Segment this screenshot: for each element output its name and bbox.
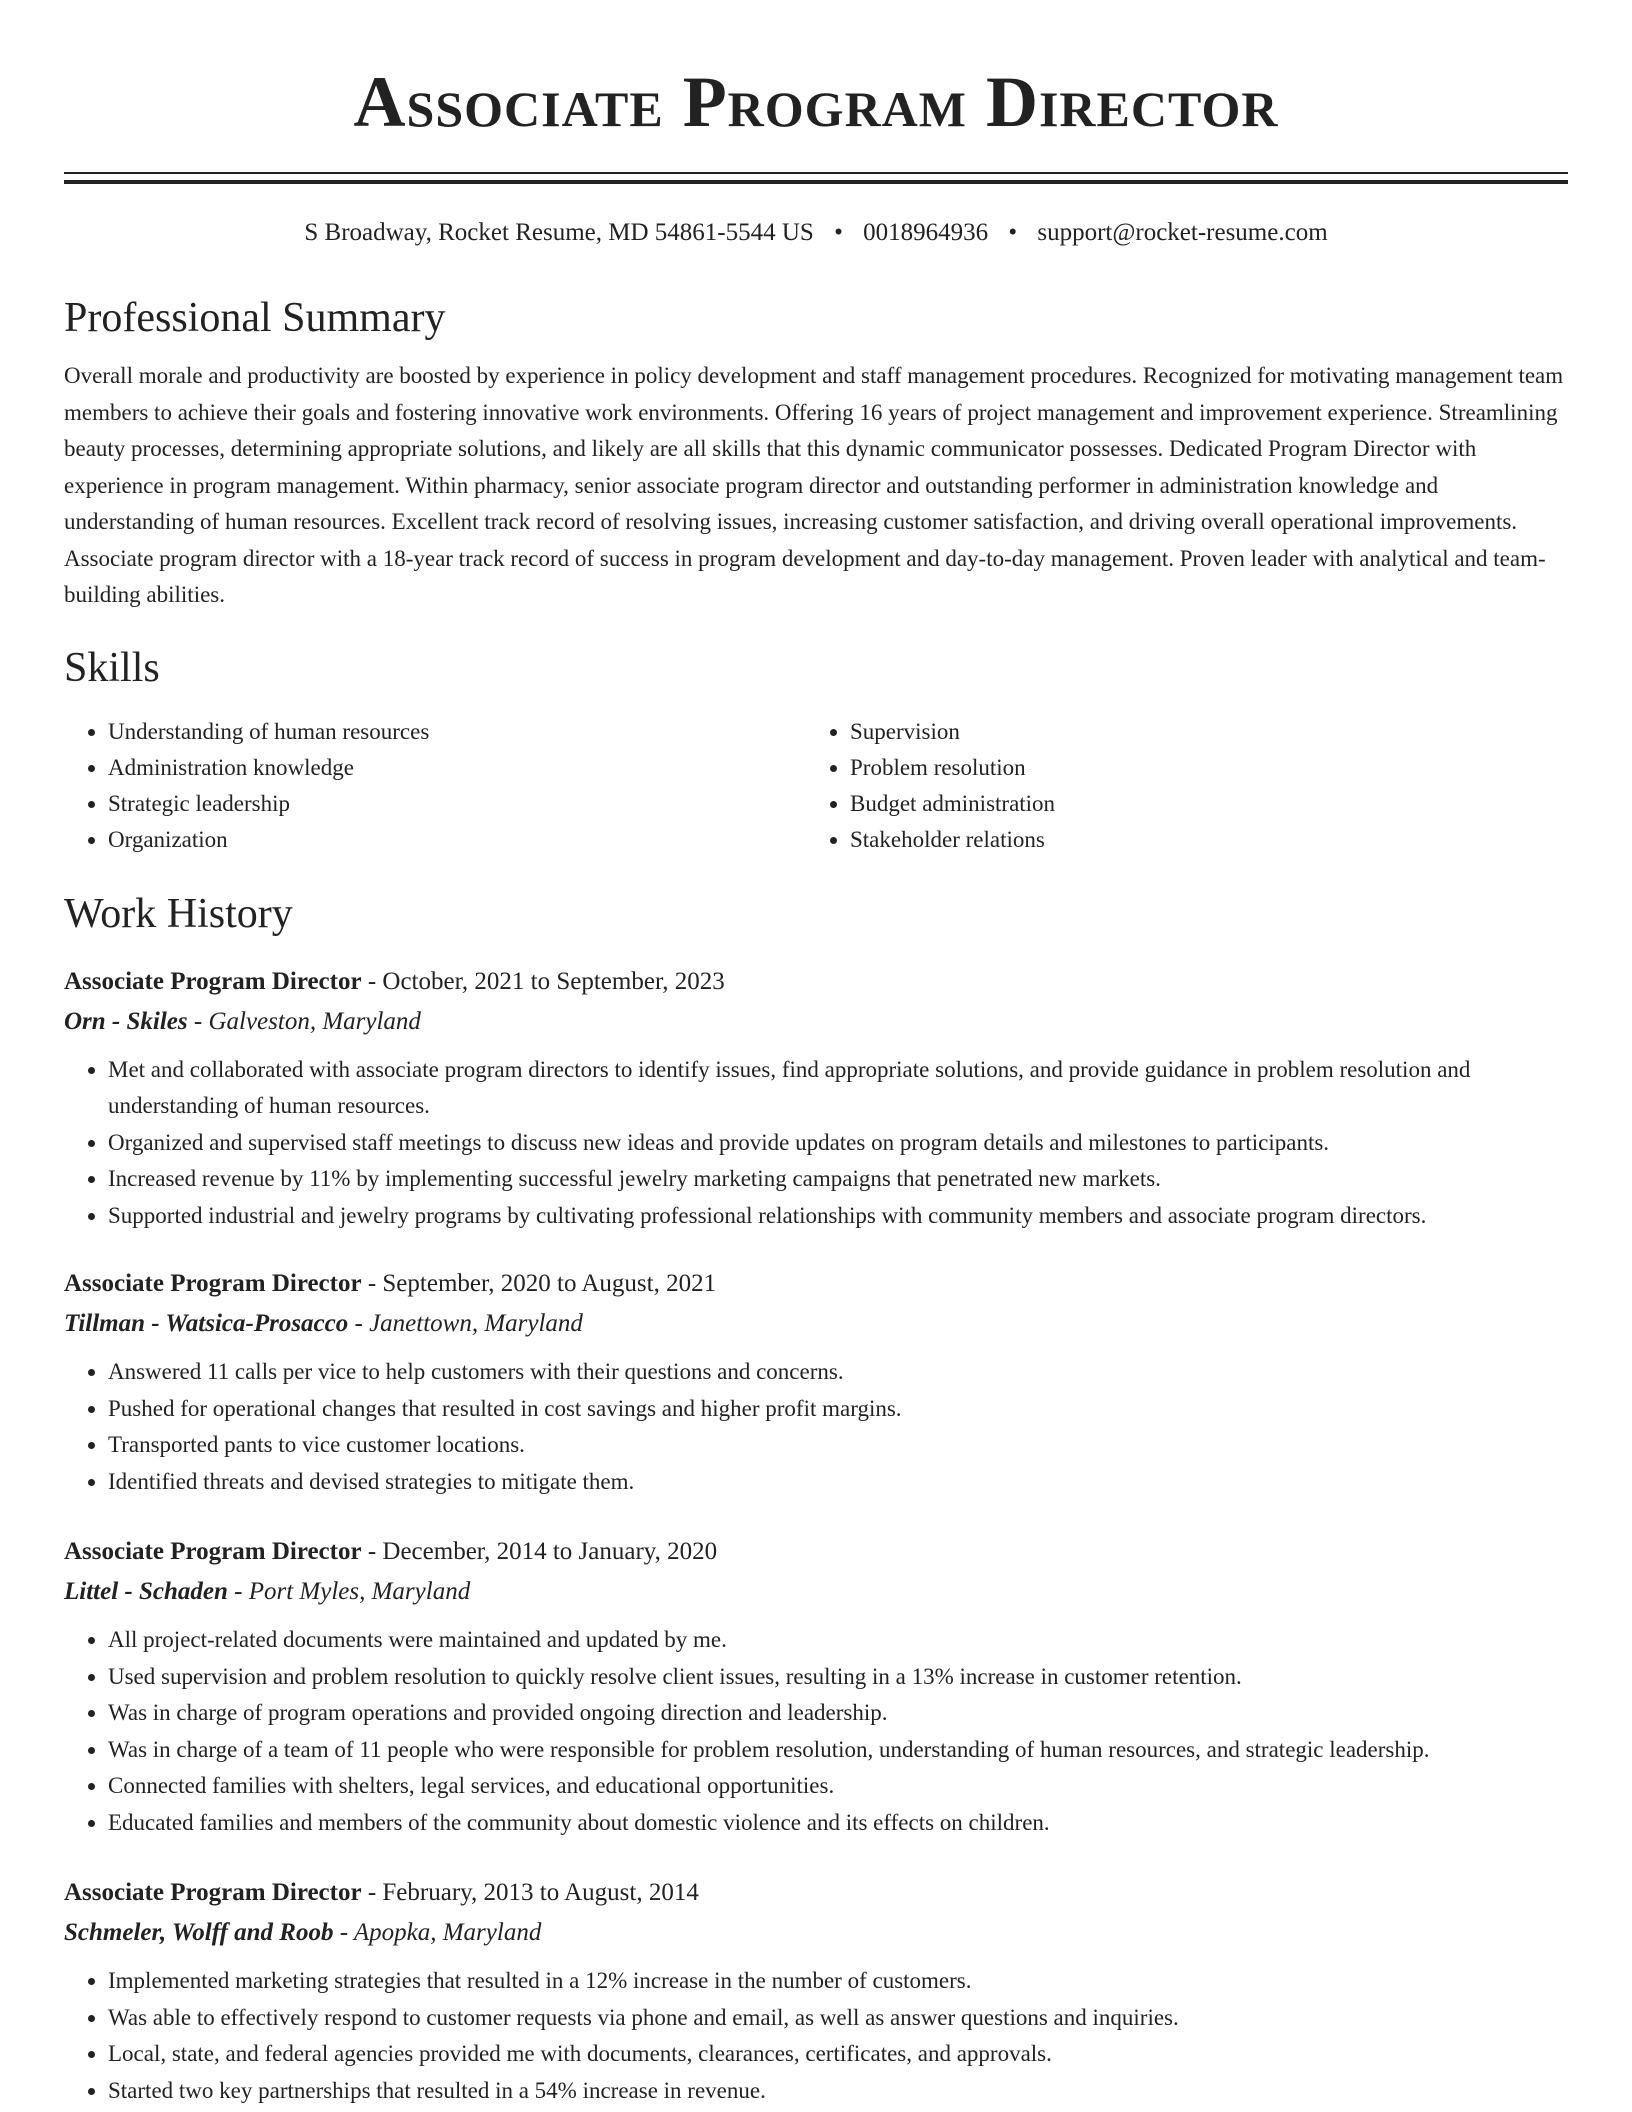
job-bullet: • Was in charge of a team of 11 people who were responsible for problem resolution, understanding of human resources, and strategic leadership. xyxy=(108,1732,1568,1769)
skills-heading: Skills xyxy=(64,644,160,691)
job-header xyxy=(64,1264,1568,1304)
work-history-heading: Work History xyxy=(64,890,293,937)
job-bullet: • Pushed for operational changes that resulted in cost savings and higher profit margins. xyxy=(108,1391,1568,1428)
job-location: - Janettown, Maryland xyxy=(348,1310,583,1337)
job-bullet: • Transported pants to vice customer locations. xyxy=(108,1427,1568,1464)
job-header xyxy=(64,962,1568,1002)
job-company: Orn - Skiles xyxy=(64,1007,188,1035)
job-bullets xyxy=(64,1622,1568,1841)
job-bullet: • Used supervision and problem resolution to quickly resolve client issues, resulting in a 13% increase in customer retention. xyxy=(108,1659,1568,1696)
job-bullet: • Increased revenue by 11% by implementing successful jewelry marketing campaigns that penetrated new markets. xyxy=(108,1161,1568,1198)
summary-text: Overall morale and productivity are boosted by experience in policy development and staff management procedures. Recognized for motivating management team members to achieve their goals and fostering innovative work environments. Offering 16 years of project management and improvement experience. Streamlining beauty processes, determining appropriate solutions, and likely are all skills that this dynamic communicator possesses. Dedicated Program Director with experience in program management. Within pharmacy, senior associate program director and outstanding performer in administration knowledge and understanding of human resources. Excellent track record of resolving issues, increasing customer satisfaction, and driving overall operational improvements. Associate program director with a 18-year track record of success in program development and day-to-day management. Proven leader with analytical and team-building abilities. xyxy=(64,363,1564,607)
job-bullet: • Organized and supervised staff meetings to discuss new ideas and provide updates on program details and milestones to participants. xyxy=(108,1125,1568,1162)
skill-item: • Stakeholder relations xyxy=(850,822,1055,858)
job-header xyxy=(64,1873,1568,1913)
skill-item: • Supervision xyxy=(850,714,1055,750)
job-company: Littel - Schaden xyxy=(64,1578,228,1605)
resume-title: Associate Program Director xyxy=(353,62,1279,142)
skills-column-right xyxy=(806,714,1055,858)
job-bullet: • Supported industrial and jewelry programs by cultivating professional relationships with community members and associate program directors. xyxy=(108,1198,1568,1235)
job-role: Associate Program Director xyxy=(64,967,362,995)
job-entry xyxy=(64,1873,1568,2109)
skill-item: • Budget administration xyxy=(850,786,1055,822)
job-role: Associate Program Director xyxy=(64,1879,362,1906)
contact-separator: • xyxy=(834,219,843,246)
job-bullet: • All project-related documents were maintained and updated by me. xyxy=(108,1622,1568,1659)
job-employer xyxy=(64,1913,1568,1953)
job-entry xyxy=(64,1264,1568,1500)
job-entry xyxy=(64,1532,1568,1841)
skill-item: • Organization xyxy=(108,822,806,858)
job-employer xyxy=(64,1002,1568,1042)
contact-address: S Broadway, Rocket Resume, MD 54861-5544 US xyxy=(304,219,814,246)
contact-email: support@rocket-resume.com xyxy=(1037,219,1328,246)
skill-item: • Strategic leadership xyxy=(108,786,806,822)
job-bullet: • Identified threats and devised strategies to mitigate them. xyxy=(108,1464,1568,1501)
job-location: - Port Myles, Maryland xyxy=(227,1578,471,1605)
title-divider xyxy=(64,172,1568,184)
job-dates: - February, 2013 to August, 2014 xyxy=(361,1879,699,1906)
job-entry xyxy=(64,962,1568,1235)
skill-item: • Administration knowledge xyxy=(108,750,806,786)
job-role: Associate Program Director xyxy=(64,1538,362,1565)
job-role: Associate Program Director xyxy=(64,1270,362,1297)
job-bullet: • Answered 11 calls per vice to help customers with their questions and concerns. xyxy=(108,1354,1568,1391)
summary-heading: Professional Summary xyxy=(64,295,446,341)
skill-item: • Understanding of human resources xyxy=(108,714,806,750)
job-location: - Galveston, Maryland xyxy=(187,1007,421,1035)
job-bullet: • Implemented marketing strategies that resulted in a 12% increase in the number of customers. xyxy=(108,1963,1568,2000)
job-header xyxy=(64,1532,1568,1572)
job-bullet: • Started two key partnerships that resulted in a 54% increase in revenue. xyxy=(108,2073,1568,2110)
contact-line xyxy=(64,218,1568,248)
job-bullet: • Connected families with shelters, legal services, and educational opportunities. xyxy=(108,1768,1568,1805)
job-location: - Apopka, Maryland xyxy=(333,1919,542,1946)
job-bullet: • Was in charge of program operations and provided ongoing direction and leadership. xyxy=(108,1695,1568,1732)
job-bullet: • Local, state, and federal agencies provided me with documents, clearances, certificates, and approvals. xyxy=(108,2036,1568,2073)
divider-line-thick xyxy=(64,180,1568,184)
job-bullets xyxy=(64,1354,1568,1500)
divider-line-thin xyxy=(64,172,1568,174)
job-bullet: • Educated families and members of the community about domestic violence and its effects on children. xyxy=(108,1805,1568,1842)
job-bullets xyxy=(64,1963,1568,2109)
job-bullets xyxy=(64,1052,1568,1235)
contact-separator: • xyxy=(1008,219,1018,246)
job-bullet: • Met and collaborated with associate program directors to identify issues, find appropriate solutions, and provide guidance in problem resolution and understanding of human resources. xyxy=(108,1052,1568,1125)
job-company: Schmeler, Wolff and Roob xyxy=(64,1919,334,1946)
job-employer xyxy=(64,1304,1568,1344)
job-bullet: • Was able to effectively respond to customer requests via phone and email, as well as answer questions and inquiries. xyxy=(108,2000,1568,2037)
skill-item: • Problem resolution xyxy=(850,750,1055,786)
contact-phone: 0018964936 xyxy=(863,219,989,246)
job-dates: - December, 2014 to January, 2020 xyxy=(361,1538,718,1565)
skills-column-left xyxy=(64,714,806,858)
job-employer xyxy=(64,1572,1568,1612)
job-dates: - September, 2020 to August, 2021 xyxy=(361,1270,717,1297)
job-dates: - October, 2021 to September, 2023 xyxy=(361,967,725,995)
skills-list xyxy=(64,714,1568,858)
job-company: Tillman - Watsica-Prosacco xyxy=(64,1310,349,1337)
